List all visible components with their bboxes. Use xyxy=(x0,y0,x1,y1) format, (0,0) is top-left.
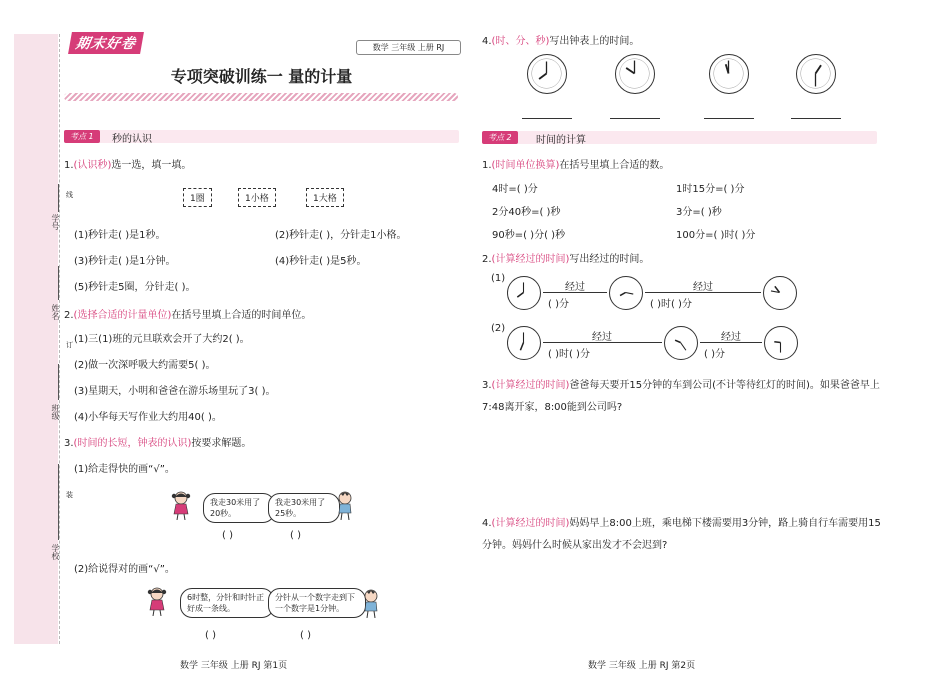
question-number: 1. xyxy=(482,160,492,171)
answer-paren[interactable]: ( ) xyxy=(290,530,301,541)
answer-blank[interactable]: ( )分 xyxy=(548,299,569,310)
list-item: (2)秒针走( )，分针走1小格。 xyxy=(275,230,407,241)
girl-icon xyxy=(146,586,168,616)
clock-icon xyxy=(764,326,798,360)
speech-bubble: 我走30米用了20秒。 xyxy=(203,493,275,523)
clock-icon xyxy=(796,54,836,94)
footer-left: 数学 三年级 上册 RJ 第1页 xyxy=(180,661,288,671)
question-tag: (时、分、秒) xyxy=(491,36,550,47)
option-box: 1小格 xyxy=(238,188,276,207)
boy-icon xyxy=(360,588,382,618)
question-text: 在括号里填上合适的时间单位。 xyxy=(171,310,312,321)
question-number: 3. xyxy=(64,438,74,449)
question-tag: (选择合适的计量单位) xyxy=(73,310,172,321)
clock-icon xyxy=(763,276,797,310)
question-4 xyxy=(482,32,639,47)
list-item: (3)秒针走( )是1分钟。 xyxy=(74,256,176,267)
option-box: 1圈 xyxy=(183,188,212,207)
header-meta: 数学 三年级 上册 RJ xyxy=(356,40,461,55)
clock-icon xyxy=(507,276,541,310)
title-stripe xyxy=(64,93,458,101)
answer-line[interactable] xyxy=(522,117,572,119)
answer-paren[interactable]: ( ) xyxy=(205,630,216,641)
list-item: 1时15分=( )分 xyxy=(676,184,745,195)
section-badge-2: 考点 2 xyxy=(482,131,518,144)
pass-label: 经过 xyxy=(721,332,741,343)
question-tag: (认识秒) xyxy=(73,160,112,171)
question-tag: (时间的长短，钟表的认识) xyxy=(73,438,192,449)
answer-line[interactable] xyxy=(610,117,660,119)
clock-icon xyxy=(615,54,655,94)
boy-icon xyxy=(334,490,356,520)
calc-question-1 xyxy=(482,156,669,171)
answer-paren[interactable]: ( ) xyxy=(222,530,233,541)
answer-blank[interactable]: ( )分 xyxy=(704,349,725,360)
question-tag: (计算经过的时间) xyxy=(491,380,570,391)
list-item: 3分=( )秒 xyxy=(676,207,722,218)
answer-paren[interactable]: ( ) xyxy=(300,630,311,641)
question-3 xyxy=(64,434,251,449)
binding-mark-bind: 装 xyxy=(66,491,73,499)
question-number: 4. xyxy=(482,518,492,529)
sidebar-label-student-id: 学号 xyxy=(51,214,60,230)
list-item: 90秒=( )分( )秒 xyxy=(492,230,566,241)
list-item: 2分40秒=( )秒 xyxy=(492,207,561,218)
list-item: (1)三(1)班的元旦联欢会开了大约2( )。 xyxy=(74,334,250,345)
section-title-2: 时间的计算 xyxy=(536,135,586,146)
question-text: 按要求解题。 xyxy=(191,438,252,449)
binding-strip xyxy=(14,34,58,644)
question-number: 4. xyxy=(482,36,492,47)
question-text: 在括号里填上合适的数。 xyxy=(559,160,670,171)
clock-icon xyxy=(664,326,698,360)
clock-icon xyxy=(527,54,567,94)
binding-mark-order: 订 xyxy=(66,341,73,349)
sub-question: (2)给说得对的画“√”。 xyxy=(74,564,175,575)
speech-bubble: 6时整，分针和时针正好成一条线。 xyxy=(180,588,274,618)
list-item: (5)秒针走5圈，分针走( )。 xyxy=(74,282,196,293)
page-title: 专项突破训练一 量的计量 xyxy=(170,67,353,86)
sub-question: (1)给走得快的画“√”。 xyxy=(74,464,175,475)
speech-bubble: 我走30米用了25秒。 xyxy=(268,493,340,523)
speech-bubble: 分针从一个数字走到下一个数字是1分钟。 xyxy=(268,588,366,618)
cut-line xyxy=(59,34,60,644)
question-number: 1. xyxy=(64,160,74,171)
question-tag: (计算经过的时间) xyxy=(491,518,570,529)
question-tag: (计算经过的时间) xyxy=(491,254,570,265)
binding-mark-line: 线 xyxy=(66,191,73,199)
answer-blank[interactable]: ( )时( )分 xyxy=(650,299,692,310)
clock-icon xyxy=(709,54,749,94)
list-item: (1)秒针走( )是1秒。 xyxy=(74,230,166,241)
question-text: 写出钟表上的时间。 xyxy=(549,36,640,47)
list-item: 4时=( )分 xyxy=(492,184,538,195)
question-number: 2. xyxy=(482,254,492,265)
section-badge-1: 考点 1 xyxy=(64,130,100,143)
sidebar-label-class: 班级 xyxy=(51,404,60,420)
question-text: 爸爸每天要开15分钟的车到公司(不计等待红灯的时间)。如果爸爸早上7:48离开家，8:00能到公司吗? xyxy=(482,380,880,413)
section-title-1: 秒的认识 xyxy=(112,134,152,145)
pass-label: 经过 xyxy=(693,282,713,293)
clock-icon xyxy=(507,326,541,360)
sidebar-label-school: 学校 xyxy=(51,544,60,560)
question-number: 2. xyxy=(64,310,74,321)
sidebar-label-name: 姓名 xyxy=(51,304,60,320)
list-item: 100分=( )时( )分 xyxy=(676,230,756,241)
girl-icon xyxy=(170,490,192,520)
row-label: (2) xyxy=(491,323,506,334)
question-text: 妈妈早上8:00上班，乘电梯下楼需要用3分钟，路上骑自行车需要用15分钟。妈妈什么时候从家出发才不会迟到? xyxy=(482,518,881,551)
pass-label: 经过 xyxy=(565,282,585,293)
option-box: 1大格 xyxy=(306,188,344,207)
list-item: (3)星期天，小明和爸爸在游乐场里玩了3( )。 xyxy=(74,386,276,397)
pass-label: 经过 xyxy=(592,332,612,343)
question-2 xyxy=(64,306,311,321)
calc-question-2 xyxy=(482,250,649,265)
question-text: 写出经过的时间。 xyxy=(569,254,650,265)
footer-right: 数学 三年级 上册 RJ 第2页 xyxy=(588,661,696,671)
list-item: (4)小华每天写作业大约用40( )。 xyxy=(74,412,222,423)
calc-question-4 xyxy=(482,513,882,557)
clock-icon xyxy=(609,276,643,310)
question-number: 3. xyxy=(482,380,492,391)
row-label: (1) xyxy=(491,273,506,284)
answer-line[interactable] xyxy=(704,117,754,119)
question-tag: (时间单位换算) xyxy=(491,160,560,171)
question-text: 选一选，填一填。 xyxy=(111,160,192,171)
brand-logo: 期末好卷 xyxy=(68,32,144,54)
answer-line[interactable] xyxy=(791,117,841,119)
calc-question-3 xyxy=(482,375,882,419)
question-1 xyxy=(64,156,191,171)
list-item: (4)秒针走( )是5秒。 xyxy=(275,256,367,267)
list-item: (2)做一次深呼吸大约需要5( )。 xyxy=(74,360,216,371)
answer-blank[interactable]: ( )时( )分 xyxy=(548,349,590,360)
